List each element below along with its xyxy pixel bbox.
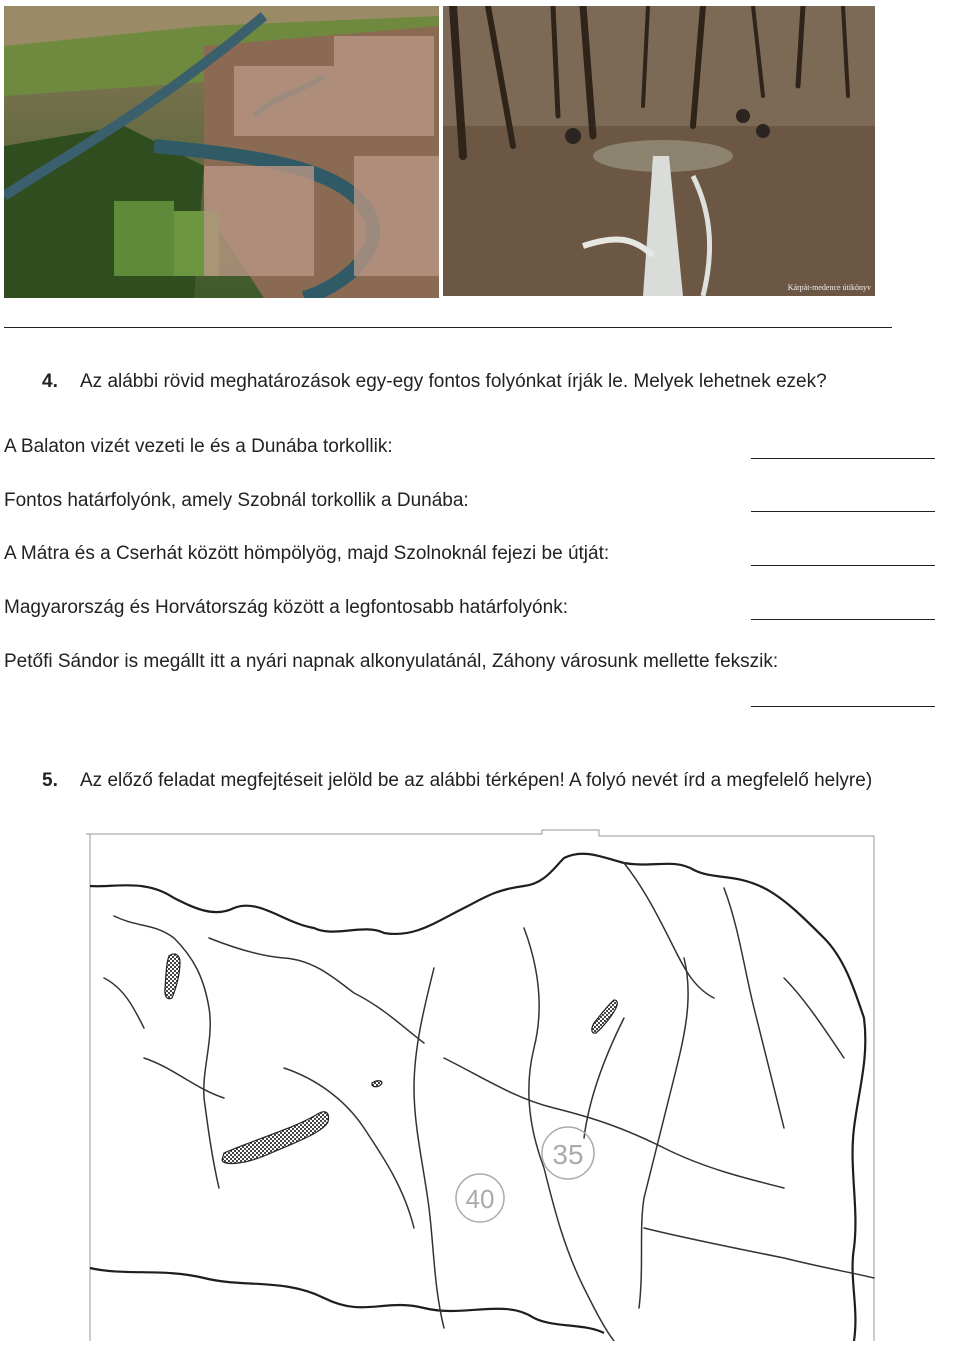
question-5: Petőfi Sándor is megállt itt a nyári napnak alkonyulatánál, Záhony városunk mellette fekszik: bbox=[4, 651, 779, 672]
answer-blank-5[interactable] bbox=[751, 706, 935, 707]
hungary-river-map[interactable] bbox=[84, 828, 878, 1341]
road-number-40: 40 bbox=[465, 1184, 495, 1214]
aerial-town-river-photo bbox=[4, 6, 439, 298]
question-2: Fontos határfolyónk, amely Szobnál torkollik a Dunába: bbox=[4, 490, 469, 511]
road-number-35: 35 bbox=[552, 1139, 584, 1170]
question-3: A Mátra és a Cserhát között hömpölyög, majd Szolnoknál fejezi be útját: bbox=[4, 543, 610, 564]
question-4: Magyarország és Horvátország között a legfontosabb határfolyónk: bbox=[4, 597, 568, 618]
separator-line bbox=[4, 327, 892, 328]
answer-blank-2[interactable] bbox=[751, 511, 935, 512]
task-prompt: Az előző feladat megfejtéseit jelöld be az alábbi térképen! A folyó nevét írd a megfelelő helyre) bbox=[80, 770, 873, 791]
task-number: 4. bbox=[42, 371, 58, 392]
question-1: A Balaton vizét vezeti le és a Dunába torkollik: bbox=[4, 436, 393, 457]
answer-blank-4[interactable] bbox=[751, 619, 935, 620]
answer-blank-1[interactable] bbox=[751, 458, 935, 459]
task-number: 5. bbox=[42, 770, 58, 791]
answer-blank-3[interactable] bbox=[751, 565, 935, 566]
photo-caption: Kárpát-medence útikönyv bbox=[787, 283, 871, 292]
forest-spring-photo bbox=[443, 6, 875, 296]
task-prompt: Az alábbi rövid meghatározások egy-egy fontos folyónkat írják le. Melyek lehetnek ezek? bbox=[80, 371, 827, 392]
